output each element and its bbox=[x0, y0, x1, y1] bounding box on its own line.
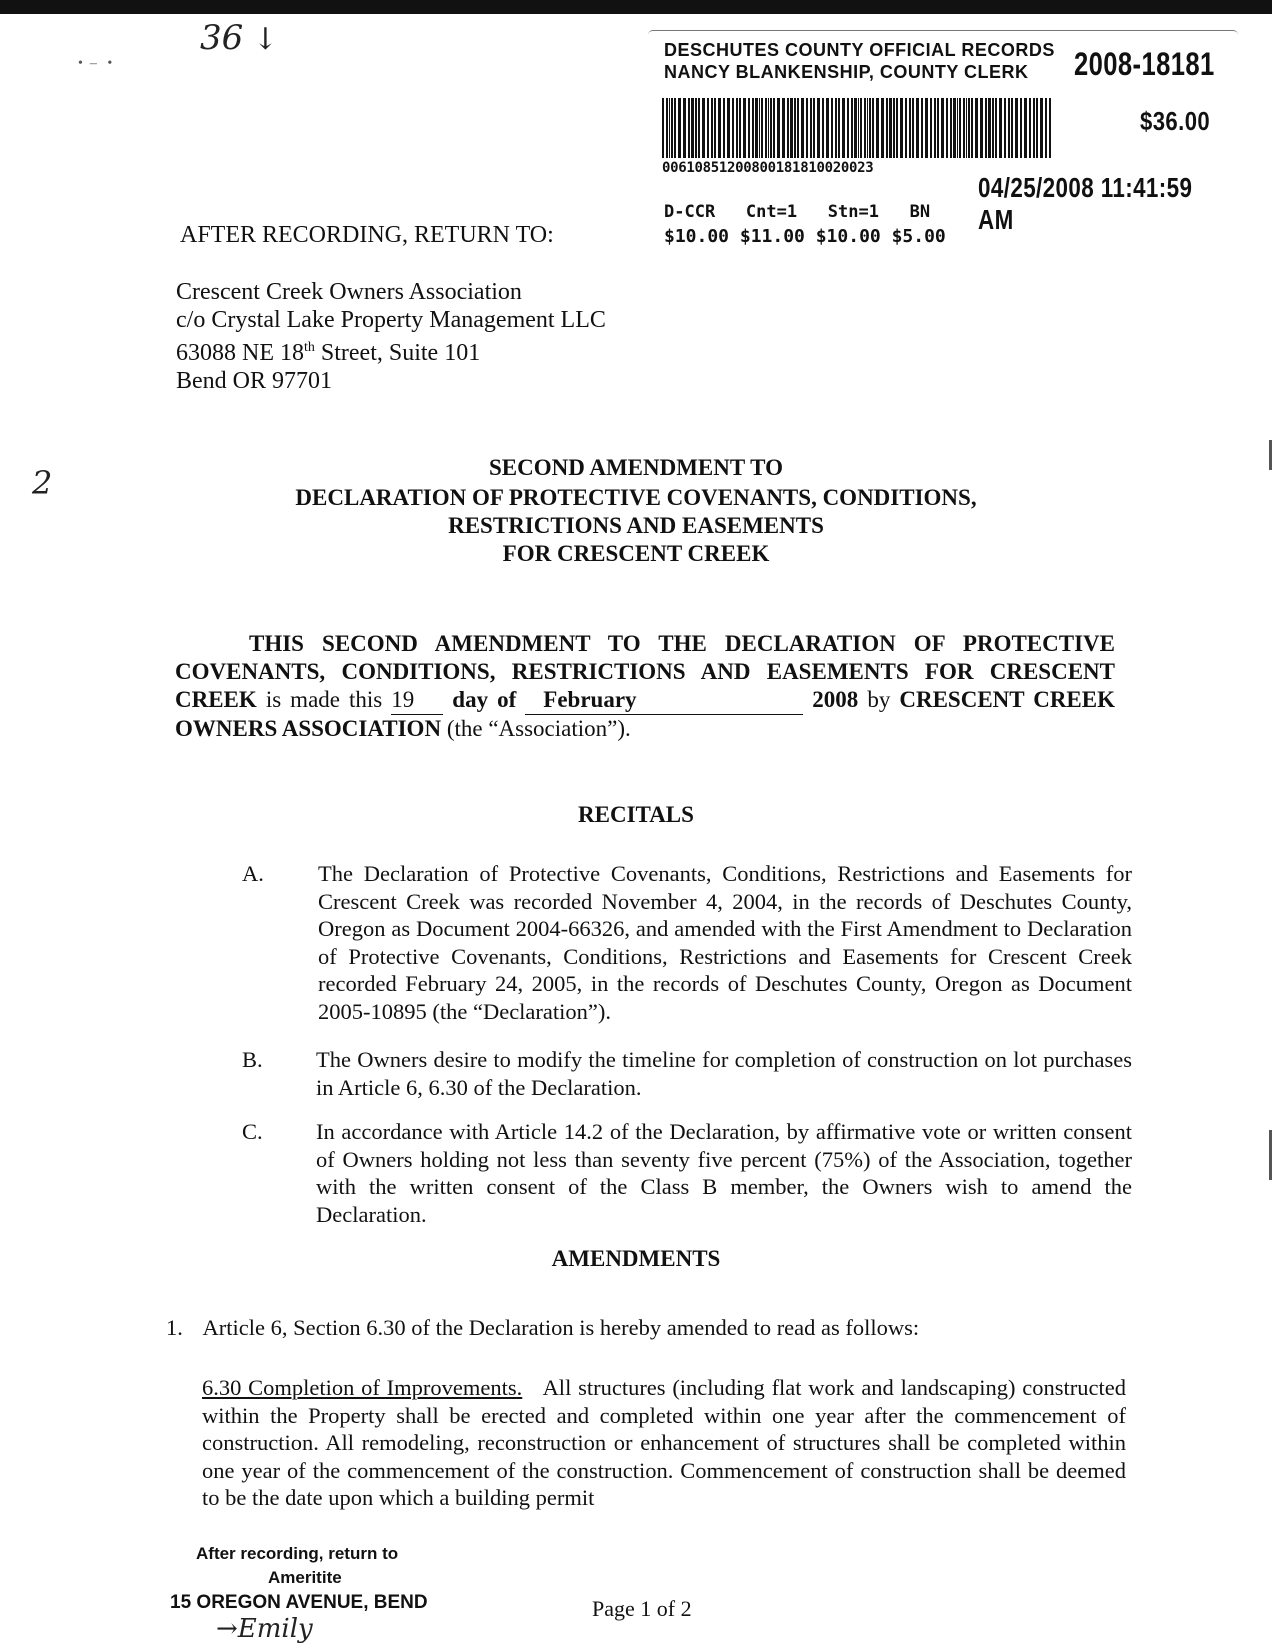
barcode-bar bbox=[695, 98, 697, 158]
barcode-bar bbox=[707, 98, 709, 158]
barcode-bar bbox=[1045, 98, 1047, 158]
amendment-number: 1. bbox=[166, 1315, 183, 1340]
barcode-bar bbox=[896, 98, 898, 158]
barcode-bar bbox=[988, 98, 991, 158]
doc-title-line-2: DECLARATION OF PROTECTIVE COVENANTS, CONDITIONS, bbox=[295, 485, 977, 510]
day-blank: 19 bbox=[391, 686, 443, 715]
barcode-bar bbox=[1011, 98, 1013, 158]
barcode-bar bbox=[755, 98, 758, 158]
down-arrow-icon: ↓ bbox=[243, 22, 278, 57]
intro-association: CRESCENT CREEK OWNERS ASSOCIATION bbox=[175, 687, 1116, 741]
handwritten-note: 36 ↓ bbox=[200, 18, 278, 58]
barcode-bar bbox=[838, 98, 840, 158]
barcode-bar bbox=[999, 98, 1002, 158]
barcode-bar bbox=[1049, 98, 1051, 158]
barcode-bar bbox=[876, 98, 879, 158]
return-label: AFTER RECORDING, RETURN TO: bbox=[180, 222, 554, 248]
barcode-bar bbox=[794, 98, 796, 158]
stamp-clerk-line: NANCY BLANKENSHIP, COUNTY CLERK bbox=[664, 62, 1029, 82]
recording-timestamp: 04/25/2008 11:41:59 AM bbox=[978, 172, 1193, 235]
barcode-bar bbox=[869, 98, 871, 158]
recital-text: The Owners desire to modify the timeline for completion of construction on lot purchases in Article 6, 6.30 of the Declaration. bbox=[316, 1047, 1132, 1100]
barcode-bar bbox=[739, 98, 741, 158]
footer-stamp-line-2: Ameritite bbox=[268, 1568, 342, 1587]
barcode-bar bbox=[817, 98, 820, 158]
address-line-2: c/o Crystal Lake Property Management LLC bbox=[176, 307, 606, 333]
barcode-bar bbox=[666, 98, 668, 158]
barcode-bar bbox=[953, 98, 956, 158]
barcode-bar bbox=[872, 98, 874, 158]
barcode-bar bbox=[847, 98, 849, 158]
barcode-bar bbox=[867, 98, 868, 158]
barcode-bar bbox=[980, 98, 983, 158]
barcode-bar bbox=[930, 98, 932, 158]
barcode-bar bbox=[801, 98, 804, 158]
month-blank: February bbox=[525, 686, 803, 715]
barcode-bar bbox=[860, 98, 862, 158]
barcode-bar bbox=[752, 98, 754, 158]
doc-title-line-1: SECOND AMENDMENT TO bbox=[489, 455, 783, 480]
barcode-bar bbox=[916, 98, 919, 158]
barcode-bar bbox=[732, 98, 734, 158]
barcode-bar bbox=[921, 98, 923, 158]
amendment-text: Article 6, Section 6.30 of the Declaration is hereby amended to read as follows: bbox=[202, 1315, 920, 1340]
barcode-bar bbox=[765, 98, 767, 158]
barcode-bar bbox=[1040, 98, 1043, 158]
barcode-bar bbox=[671, 98, 673, 158]
barcode-number: 00610851200800181810020023 bbox=[662, 160, 874, 176]
barcode-bar bbox=[727, 98, 730, 158]
barcode-bar bbox=[773, 98, 775, 158]
barcode-bar bbox=[1020, 98, 1022, 158]
intro-bold-title: THIS SECOND AMENDMENT TO THE DECLARATION OF PROTECTIVE COVENANTS, CONDITIONS, RESTRICTIONS AND EASEMENTS FOR CRESCENT CREEK bbox=[175, 631, 1115, 712]
recording-codes: D-CCR Cnt=1 Stn=1 BN bbox=[664, 202, 931, 222]
barcode-bar bbox=[688, 98, 690, 158]
recital-text: The Declaration of Protective Covenants, Conditions, Restrictions and Easements for Crescent Creek was recorded November 4, 2004, in the records of Deschutes County, Oregon as Document 2004-66326, and amended with the First Amendment to Declaration of Protective Covenants, Conditions, Restrictions and Easements for Crescent Creek recorded February 24, 2005, in the records of Deschutes County, Oregon as Document 2005-10895 (the “Declaration”). bbox=[318, 861, 1132, 1024]
footer-signature: →Emily bbox=[216, 1614, 313, 1644]
doc-title-line-3: RESTRICTIONS AND EASEMENTS bbox=[448, 513, 824, 538]
barcode-bar bbox=[893, 98, 895, 158]
barcode-bar bbox=[831, 98, 833, 158]
barcode-bar bbox=[934, 98, 936, 158]
recital-c bbox=[242, 1118, 1132, 1228]
barcode-bar bbox=[957, 98, 958, 158]
recording-number: 2008-18181 bbox=[1074, 46, 1215, 82]
recital-letter: B. bbox=[242, 1047, 263, 1072]
footer-stamp-line-3: 15 OREGON AVENUE, BEND bbox=[170, 1592, 428, 1613]
barcode-bar bbox=[813, 98, 815, 158]
section-text: All structures (including flat work and landscaping) constructed within the Property shall be erected and completed within one year after the commencement of construction. All remodeling, reconstruction or enhancement of structures shall be completed within one year of the commencement of the construction. Commencement of construction shall be deemed to be the date upon which a building permit bbox=[202, 1375, 1127, 1510]
barcode-bar bbox=[723, 98, 725, 158]
barcode-bar bbox=[787, 98, 789, 158]
barcode-bar bbox=[691, 98, 694, 158]
arrow-right-icon: → bbox=[216, 1614, 238, 1644]
address-line-3: 63088 NE 18th Street, Suite 101 bbox=[176, 340, 481, 366]
address-line-4: Bend OR 97701 bbox=[176, 368, 332, 394]
barcode-bar bbox=[743, 98, 746, 158]
barcode-bar bbox=[674, 98, 676, 158]
barcode-bar bbox=[881, 98, 884, 158]
barcode-bar bbox=[782, 98, 785, 158]
barcode-bar bbox=[768, 98, 769, 158]
barcode-bar bbox=[810, 98, 812, 158]
barcode-bar bbox=[842, 98, 845, 158]
barcode-bar bbox=[985, 98, 987, 158]
barcode-bar bbox=[714, 98, 716, 158]
recital-letter: A. bbox=[242, 861, 264, 886]
barcode-bar bbox=[777, 98, 780, 158]
stamp-frame bbox=[648, 30, 1238, 35]
barcode-bar bbox=[797, 98, 799, 158]
barcode-bar bbox=[826, 98, 829, 158]
barcode-bar bbox=[669, 98, 670, 158]
recording-fee-total: $36.00 bbox=[1140, 106, 1211, 136]
barcode-bar bbox=[905, 98, 907, 158]
scan-specks: • – • bbox=[78, 56, 113, 71]
barcode-bar bbox=[770, 98, 772, 158]
barcode-bar bbox=[718, 98, 721, 158]
scan-top-edge bbox=[0, 0, 1272, 14]
recording-fees: $10.00 $11.00 $10.00 $5.00 bbox=[664, 226, 946, 247]
barcode-bar bbox=[698, 98, 700, 158]
barcode-bar bbox=[864, 98, 866, 158]
barcode-bar bbox=[851, 98, 853, 158]
footer-stamp-line-1: After recording, return to bbox=[196, 1544, 399, 1563]
barcode-bar bbox=[1004, 98, 1006, 158]
barcode-bar bbox=[1029, 98, 1031, 158]
barcode-bar bbox=[950, 98, 952, 158]
recital-text: In accordance with Article 14.2 of the Declaration, by affirmative vote or written consent of Owners holding not less than seventy five percent (75%) of the Association, together with the written consent of the Class B member, the Owners wish to amend the Declaration. bbox=[316, 1119, 1132, 1227]
barcode-bar bbox=[995, 98, 997, 158]
stamp-office-line: DESCHUTES COUNTY OFFICIAL RECORDS bbox=[664, 40, 1055, 60]
address-line-1: Crescent Creek Owners Association bbox=[176, 279, 522, 305]
barcode-bar bbox=[662, 98, 664, 158]
recitals-heading: RECITALS bbox=[578, 802, 694, 827]
barcode-bar bbox=[806, 98, 808, 158]
recital-letter: C. bbox=[242, 1119, 263, 1144]
barcode-bar bbox=[975, 98, 978, 158]
barcode-bar bbox=[1036, 98, 1038, 158]
barcode-bar bbox=[683, 98, 686, 158]
barcode-bar bbox=[748, 98, 750, 158]
barcode-bar bbox=[702, 98, 705, 158]
barcode-bar bbox=[835, 98, 837, 158]
barcode-graphic bbox=[662, 98, 1052, 158]
barcode-bar bbox=[966, 98, 967, 158]
barcode-bar bbox=[886, 98, 888, 158]
barcode-bar bbox=[854, 98, 857, 158]
barcode-bar bbox=[889, 98, 892, 158]
page-number: Page 1 of 2 bbox=[592, 1596, 692, 1621]
amendments-heading: AMENDMENTS bbox=[551, 1246, 721, 1271]
barcode-bar bbox=[992, 98, 994, 158]
barcode-bar bbox=[971, 98, 973, 158]
barcode-bar bbox=[790, 98, 793, 158]
doc-title-line-4: FOR CRESCENT CREEK bbox=[502, 541, 770, 566]
barcode-bar bbox=[1024, 98, 1027, 158]
section-heading: 6.30 Completion of Improvements. bbox=[202, 1375, 523, 1400]
barcode-bar bbox=[1008, 98, 1010, 158]
barcode-bar bbox=[1015, 98, 1018, 158]
barcode-bar bbox=[822, 98, 824, 158]
barcode-bar bbox=[1033, 98, 1035, 158]
barcode-bar bbox=[941, 98, 944, 158]
barcode-bar bbox=[761, 98, 763, 158]
barcode-bar bbox=[968, 98, 970, 158]
barcode-bar bbox=[900, 98, 903, 158]
barcode-bar bbox=[912, 98, 914, 158]
return-address bbox=[176, 278, 606, 395]
barcode-bar bbox=[963, 98, 965, 158]
barcode-bar bbox=[925, 98, 928, 158]
margin-mark: 2 bbox=[32, 464, 53, 502]
recital-a bbox=[242, 860, 1132, 1025]
barcode-bar bbox=[959, 98, 961, 158]
barcode-bar bbox=[858, 98, 859, 158]
amendment-item-1 bbox=[166, 1314, 1126, 1342]
barcode-bar bbox=[946, 98, 948, 158]
barcode-bar bbox=[711, 98, 713, 158]
barcode-bar bbox=[759, 98, 760, 158]
barcode-bar bbox=[736, 98, 738, 158]
recital-b bbox=[242, 1046, 1132, 1101]
section-6-30 bbox=[202, 1374, 1126, 1512]
barcode-bar bbox=[909, 98, 911, 158]
intro-paragraph: THIS SECOND AMENDMENT TO THE DECLARATION OF PROTECTIVE COVENANTS, CONDITIONS, RESTRICTIONS AND EASEMENTS FOR CRESCENT CREEK is made this 19 day of February 2008 by CRESCENT CREEK OWNERS ASSOCIATION (the “Association”). bbox=[175, 631, 1116, 741]
barcode-bar bbox=[678, 98, 681, 158]
barcode-bar bbox=[937, 98, 939, 158]
